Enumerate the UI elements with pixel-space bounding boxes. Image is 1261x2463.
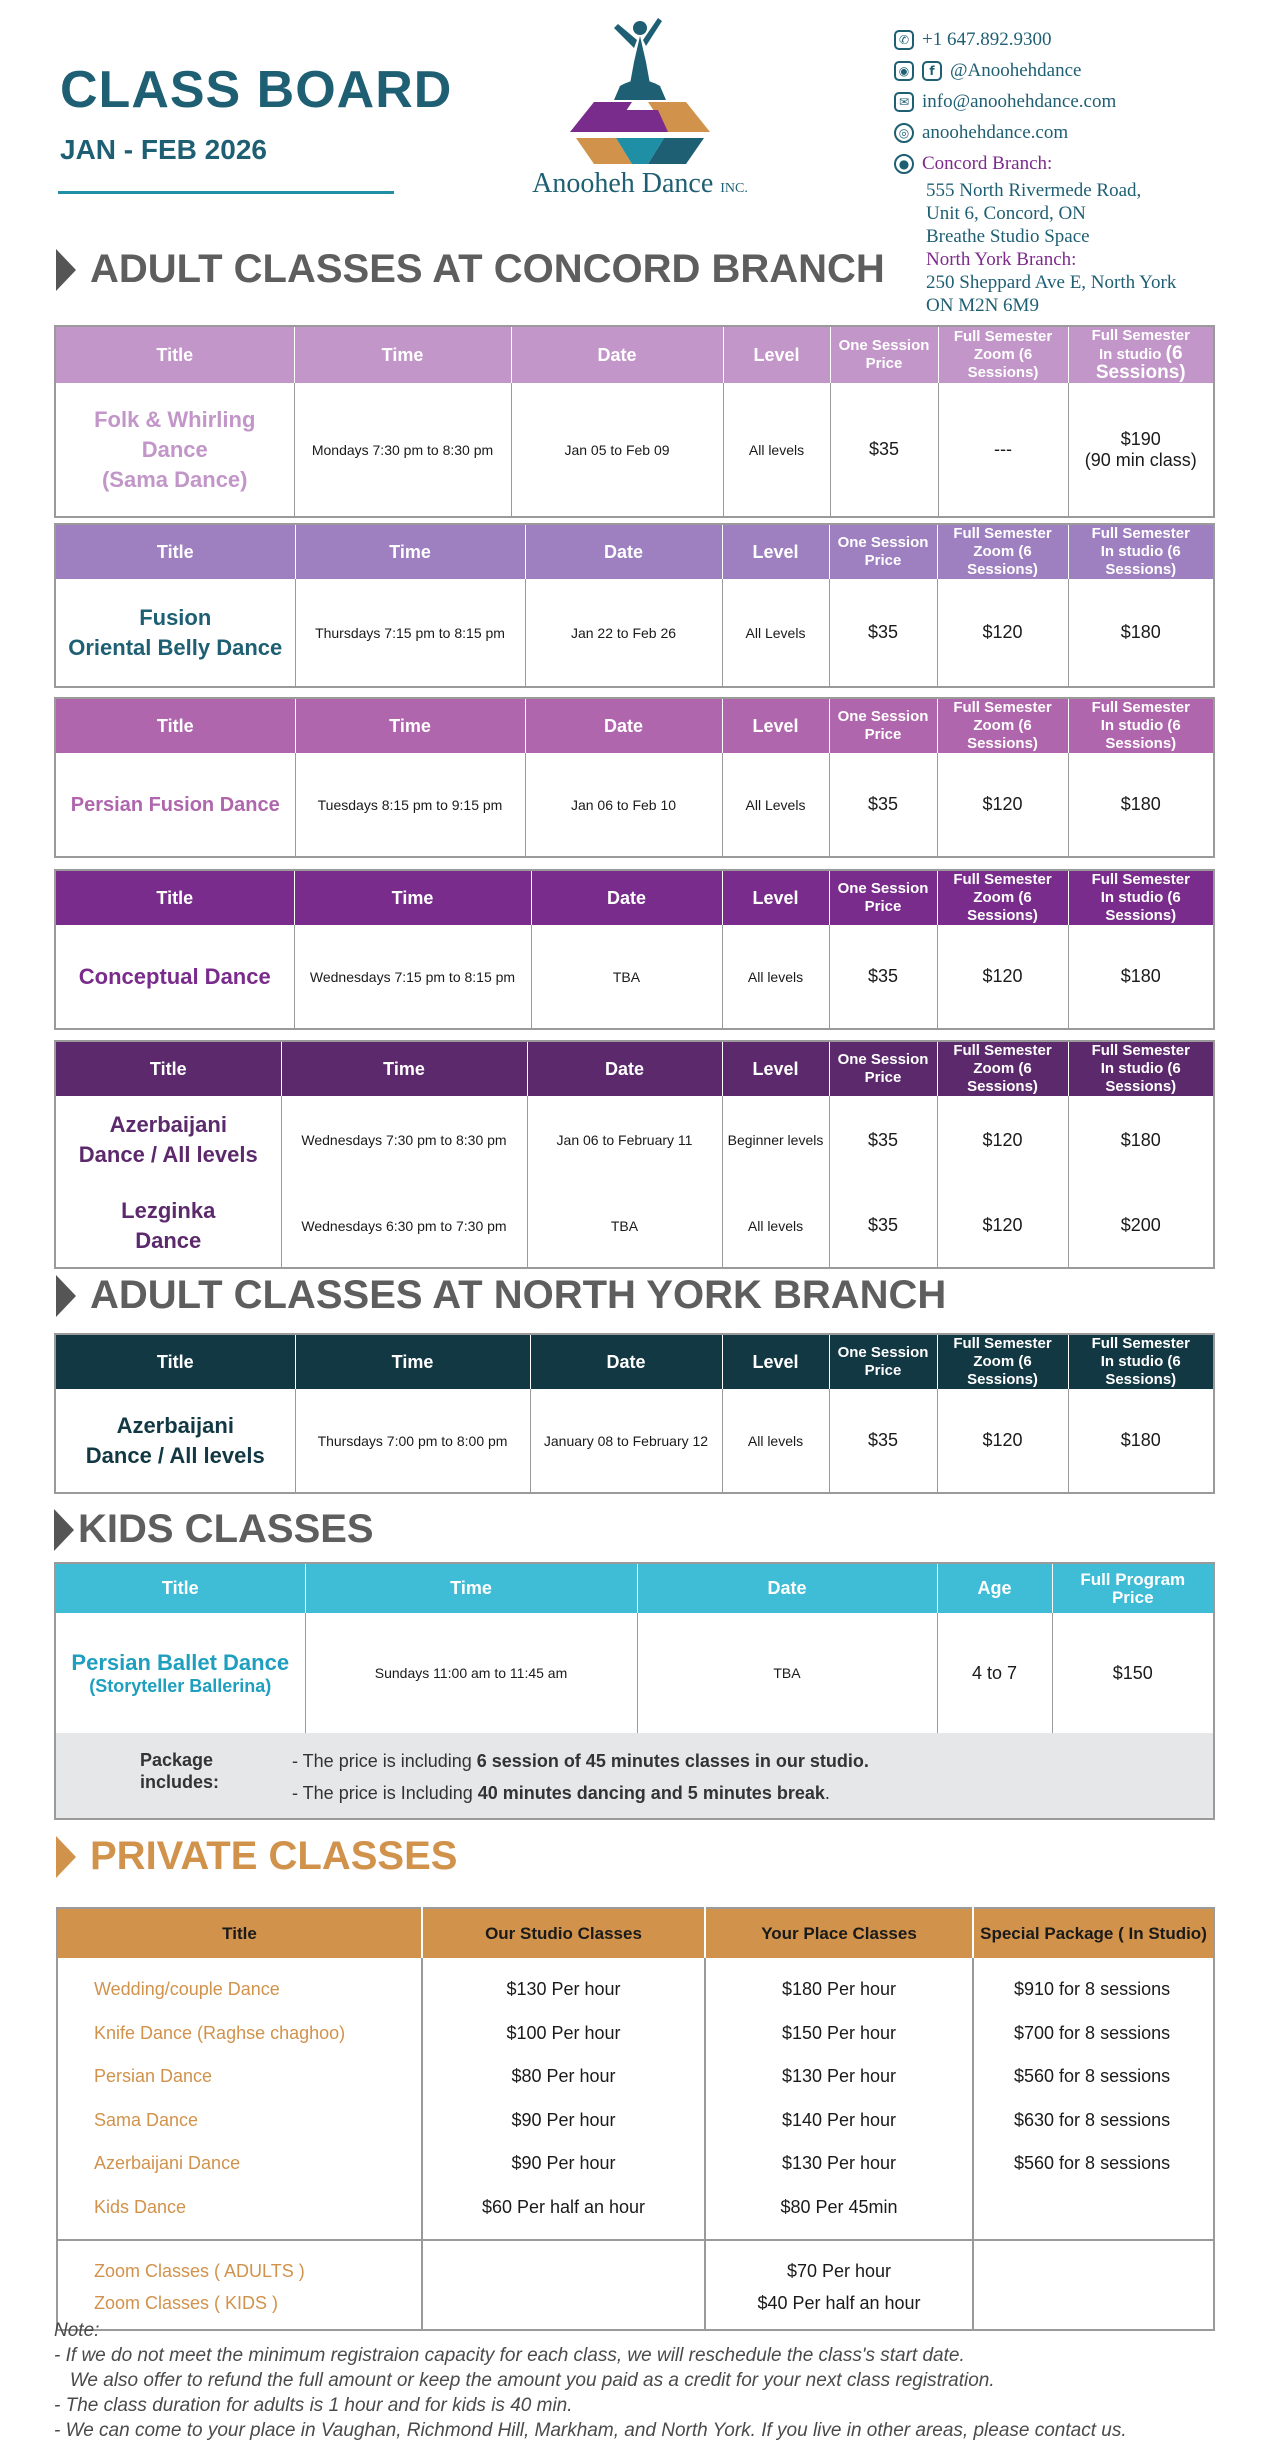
col-level: Level [722,870,829,925]
section-arrow-icon [56,1836,76,1878]
special-price: $560 for 8 sessions [1014,2153,1171,2173]
zoom-class-names [57,2240,422,2330]
logo-name-text: Anooheh Dance [532,168,714,199]
table-row [55,1184,1214,1268]
concord-address [894,179,1254,317]
concord-section-heading [56,247,885,292]
price-one-session: $35 [829,579,937,687]
class-title: Folk & Whirling Dance (Sama Dance) [55,383,294,517]
col-one-session: One Session Price [829,1334,937,1389]
col-one-session: One Session Price [829,1041,937,1096]
col-date: Date [511,326,723,383]
private-class-name: Sama Dance [94,2109,199,2130]
class-title: Persian Fusion Dance [55,753,295,857]
table-row [55,1613,1214,1733]
class-table-fusion [54,523,1215,688]
note-heading: Note: [54,2320,100,2341]
email-line[interactable] [894,86,1254,117]
col-level: Level [722,1334,829,1389]
table-header-row [55,870,1214,925]
email-icon: ✉ [894,92,914,112]
phone-icon: ✆ [894,30,914,50]
studio-price: $90 Per hour [511,2153,616,2173]
class-level: All levels [722,1184,829,1268]
class-table-kids [54,1562,1215,1820]
col-price: Full Program Price [1080,1569,1186,1607]
col-studio: Full Semester In studio (6 Sessions) [1091,1042,1190,1095]
northyork-branch-label: North York Branch: [926,249,1077,270]
price-studio: $200 [1120,1215,1161,1235]
place-price: $130 Per hour [781,2066,897,2086]
class-table-folk [54,325,1215,518]
col-age: Age [937,1563,1052,1613]
social-handle: @Anoohehdance [950,59,1082,81]
class-date: TBA [527,1184,722,1268]
col-time: Time [294,326,511,383]
class-date: Jan 06 to Feb 10 [525,753,722,857]
class-title: Azerbaijani Dance / All levels [55,1389,295,1493]
special-price: $560 for 8 sessions [1014,2066,1171,2086]
table-row [55,1389,1214,1493]
col-one-session: One Session Price [830,326,938,383]
col-date: Date [527,1041,722,1096]
address-line: ON M2N 6M9 [926,295,1039,316]
price-studio: $190 (90 min class) [1084,428,1197,470]
zoom-price: $40 Per half an hour [757,2293,921,2313]
col-one-session: One Session Price [829,698,937,753]
contact-block [894,24,1254,317]
class-level: All Levels [722,753,829,857]
table-row [55,383,1214,517]
price-one-session: $35 [829,1184,937,1268]
class-level: All levels [722,925,829,1029]
col-title: Title [55,326,294,383]
section-title: PRIVATE CLASSES [90,1834,458,1878]
private-class-name: Azerbaijani Dance [94,2153,241,2173]
place-price: $140 Per hour [781,2109,897,2130]
table-header-row [55,524,1214,579]
title-underline [58,191,394,194]
col-special: Special Package ( In Studio) [973,1908,1214,1958]
address-line: Unit 6, Concord, ON [926,203,1086,224]
address-line: 250 Sheppard Ave E, North York [926,272,1177,293]
col-zoom: Full Semester Zoom (6 Sessions) [937,698,1068,753]
col-title: Title [57,1908,422,1958]
class-level: All levels [723,383,830,517]
note-line: - If we do not meet the minimum registraion capacity for each class, we will reschedule the class's start date. [54,2345,965,2366]
class-date: TBA [637,1613,937,1733]
section-arrow-icon [56,1275,76,1317]
col-title: Title [55,698,295,753]
class-date: TBA [531,925,722,1029]
instagram-icon: ◉ [894,61,914,81]
note-line: We also offer to refund the full amount or keep the amount you paid as a credit for your next class registration. [54,2370,995,2391]
class-title: Lezginka Dance [55,1184,281,1268]
col-level: Level [722,1041,829,1096]
logo-name [490,168,790,200]
col-zoom: Full Semester Zoom (6 Sessions) [937,1334,1068,1389]
table-header-row [55,1041,1214,1096]
col-title: Title [55,1563,305,1613]
class-level: Beginner levels [722,1096,829,1184]
col-level: Level [722,698,829,753]
col-time: Time [305,1563,637,1613]
class-time: Tuesdays 8:15 pm to 9:15 pm [295,753,525,857]
col-one-session: One Session Price [829,870,937,925]
price-one-session: $35 [829,753,937,857]
class-title: Persian Ballet Dance (Storyteller Ballerina) [55,1613,305,1733]
private-prices-row [57,1958,1214,2240]
private-class-name: Knife Dance (Raghse chaghoo) [94,2022,346,2043]
private-classes-table [56,1907,1215,2331]
class-table-conceptual [54,869,1215,1030]
class-table-azerbaijani [54,1040,1215,1269]
package-details: - The price is including 6 session of 45 minutes classes in our studio. - The price is Including 40 minutes dancing and 5 minutes break. [292,1751,869,1803]
col-title: Title [55,1334,295,1389]
zoom-price: $70 Per hour [786,2261,892,2281]
section-title: ADULT CLASSES AT CONCORD BRANCH [90,247,885,291]
table-header-row [55,698,1214,753]
phone-line[interactable] [894,24,1254,55]
page-title: CLASS BOARD [60,61,453,119]
price-studio: $180 [1120,1129,1161,1150]
special-price: $700 for 8 sessions [1014,2022,1171,2043]
studio-price: $130 Per hour [506,1979,621,1999]
class-table-northyork [54,1333,1215,1494]
col-level: Level [722,524,829,579]
col-zoom: Full Semester Zoom (6 Sessions) [938,326,1068,383]
notes [54,2318,1234,2443]
special-price: $910 for 8 sessions [1014,1979,1171,1999]
col-date: Date [525,698,722,753]
website-url: anoohehdance.com [922,121,1069,143]
price-zoom: $120 [937,579,1068,687]
col-studio: Our Studio Classes [422,1908,705,1958]
col-studio: Full Semester In studio (6 Sessions) [1091,327,1190,383]
table-header-row [55,1563,1214,1613]
section-title: KIDS CLASSES [78,1507,374,1551]
class-time: Mondays 7:30 pm to 8:30 pm [294,383,511,517]
special-price: $630 for 8 sessions [1014,2109,1171,2130]
table-row [55,925,1214,1029]
col-zoom: Full Semester Zoom (6 Sessions) [937,870,1068,925]
class-time: Thursdays 7:00 pm to 8:00 pm [295,1389,530,1493]
empty-cell [422,2240,705,2330]
class-title: Conceptual Dance [55,925,294,1029]
table-header-row [55,1334,1214,1389]
price-zoom: $120 [937,925,1068,1029]
price-zoom: --- [938,383,1068,517]
studio-price: $80 Per hour [511,2066,616,2086]
private-class-name: Persian Dance [94,2066,213,2086]
price-studio: $180 [1120,1430,1161,1450]
price-zoom: $120 [937,1096,1068,1184]
section-arrow-icon [54,1509,74,1551]
col-studio: Full Semester In studio (6 Sessions) [1091,699,1190,752]
studio-price: $90 Per hour [511,2109,616,2130]
note-line: - The class duration for adults is 1 hour and for kids is 40 min. [54,2395,573,2416]
col-zoom: Full Semester Zoom (6 Sessions) [937,1041,1068,1096]
special-prices [973,1958,1214,2240]
table-row [55,753,1214,857]
class-date: Jan 22 to Feb 26 [525,579,722,687]
social-line[interactable] [894,55,1254,86]
col-zoom: Full Semester Zoom (6 Sessions) [937,524,1068,579]
price-zoom: $120 [937,1389,1068,1493]
concord-branch-line [894,148,1254,179]
studio-price: $60 Per half an hour [481,2196,646,2217]
class-date: January 08 to February 12 [530,1389,722,1493]
price-zoom: $120 [937,753,1068,857]
price-full-program: $150 [1112,1662,1153,1683]
class-date: Jan 05 to Feb 09 [511,383,723,517]
studio-price: $100 Per hour [506,2022,621,2043]
table-header-row [57,1908,1214,1958]
table-row [55,1096,1214,1184]
package-row [55,1733,1214,1819]
table-header-row [55,326,1214,383]
note-line: - We can come to your place in Vaughan, Richmond Hill, Markham, and North York. If you live in other areas, please contact us. [54,2420,1127,2441]
private-section-heading [56,1834,457,1879]
price-one-session: $35 [830,383,938,517]
page-subtitle: JAN - FEB 2026 [60,134,267,165]
class-date: Jan 06 to February 11 [527,1096,722,1184]
col-time: Time [295,524,525,579]
price-zoom: $120 [937,1184,1068,1268]
class-title: Azerbaijani Dance / All levels [55,1096,281,1184]
place-price: $150 Per hour [781,2022,897,2043]
col-studio: Full Semester In studio (6 Sessions) [1091,1335,1190,1388]
concord-branch-label: Concord Branch: [922,152,1053,174]
col-title: Title [55,1041,281,1096]
col-time: Time [294,870,531,925]
col-place: Your Place Classes [705,1908,973,1958]
col-date: Date [637,1563,937,1613]
class-time: Wednesdays 7:30 pm to 8:30 pm [281,1096,527,1184]
logo-suffix: INC. [720,181,748,196]
special-price [1014,2186,1213,2230]
class-table-persian-fusion [54,697,1215,858]
price-studio: $180 [1120,622,1161,642]
col-level: Level [723,326,830,383]
package-info [55,1733,1214,1819]
class-time: Wednesdays 6:30 pm to 7:30 pm [281,1184,527,1268]
email-address: info@anoohehdance.com [922,90,1117,112]
class-level: All levels [722,1389,829,1493]
col-time: Time [295,1334,530,1389]
col-time: Time [281,1041,527,1096]
col-studio: Full Semester In studio (6 Sessions) [1091,871,1190,924]
price-studio: $180 [1120,966,1161,986]
address-line: 555 North Rivermede Road, [926,180,1142,201]
col-title: Title [55,870,294,925]
section-title: ADULT CLASSES AT NORTH YORK BRANCH [90,1273,947,1317]
class-time: Thursdays 7:15 pm to 8:15 pm [295,579,525,687]
empty-cell [973,2240,1214,2330]
class-title: Fusion Oriental Belly Dance [55,579,295,687]
dancer-logo-icon [490,14,790,164]
zoom-prices-row [57,2240,1214,2330]
price-studio: $180 [1120,794,1161,814]
class-time: Wednesdays 7:15 pm to 8:15 pm [294,925,531,1029]
place-price: $130 Per hour [781,2153,897,2173]
col-studio: Full Semester In studio (6 Sessions) [1091,525,1190,578]
studio-prices [422,1958,705,2240]
zoom-prices [705,2240,973,2330]
globe-icon: ◎ [894,123,914,143]
price-one-session: $35 [829,925,937,1029]
address-line: Breathe Studio Space [926,226,1090,247]
package-label: Package includes: [140,1750,220,1792]
website-line[interactable] [894,117,1254,148]
private-class-name: Wedding/couple Dance [94,1979,280,1999]
class-time: Sundays 11:00 am to 11:45 am [305,1613,637,1733]
col-time: Time [295,698,525,753]
place-price: $180 Per hour [781,1979,897,1999]
zoom-class-name: Zoom Classes ( KIDS ) [94,2293,279,2313]
northyork-section-heading [56,1273,946,1318]
price-one-session: $35 [829,1096,937,1184]
zoom-class-name: Zoom Classes ( ADULTS ) [94,2261,305,2281]
phone-number: +1 647.892.9300 [922,28,1052,50]
col-one-session: One Session Price [829,524,937,579]
price-one-session: $35 [829,1389,937,1493]
private-class-name: Kids Dance [94,2196,187,2217]
private-class-names [57,1958,422,2240]
col-date: Date [525,524,722,579]
section-arrow-icon [56,249,76,291]
col-date: Date [531,870,722,925]
col-date: Date [530,1334,722,1389]
place-prices [705,1958,973,2240]
col-title: Title [55,524,295,579]
class-level: All Levels [722,579,829,687]
kids-section-heading [54,1507,374,1552]
location-pin-icon: ● [894,154,914,174]
class-age: 4 to 7 [937,1613,1052,1733]
facebook-icon: f [922,61,942,81]
table-row [55,579,1214,687]
place-price: $80 Per 45min [780,2196,898,2217]
